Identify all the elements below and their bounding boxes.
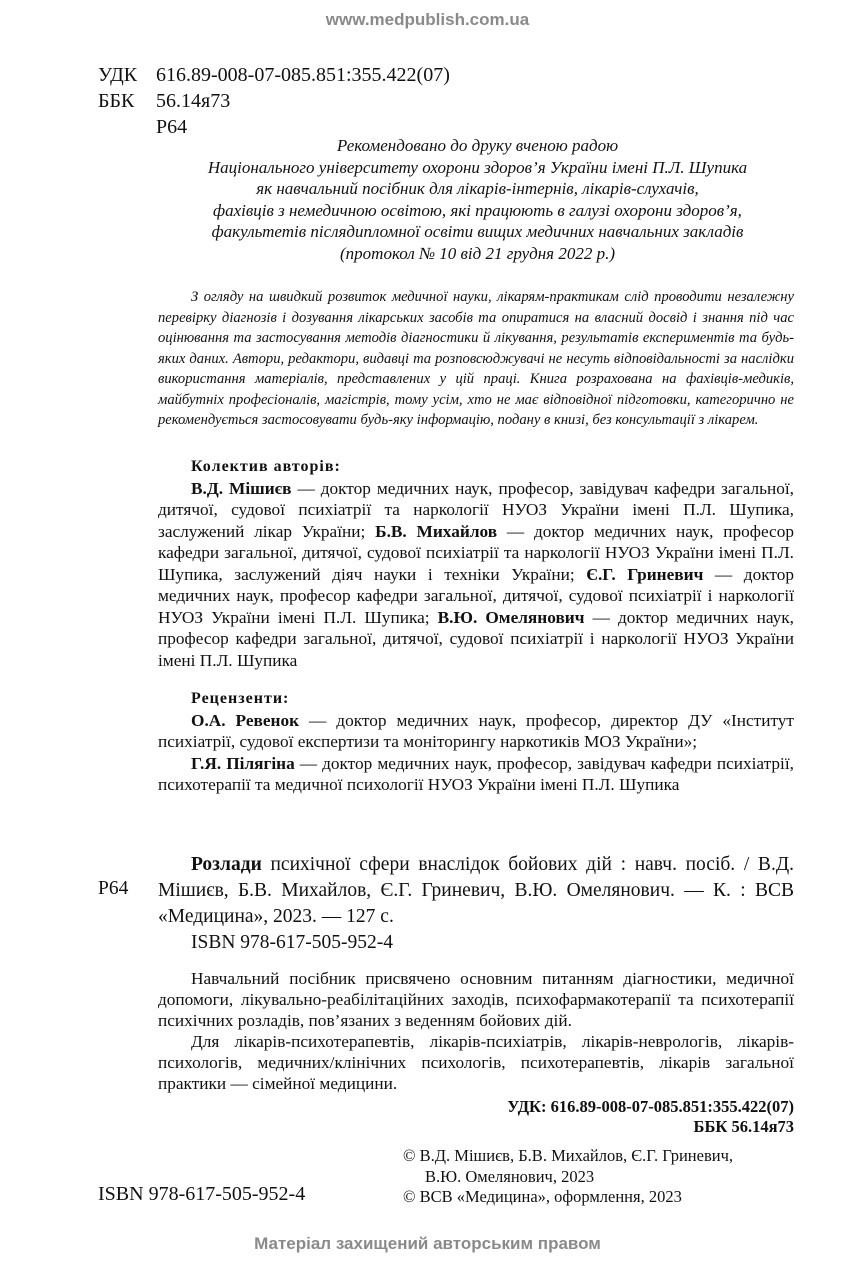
recommendation-line: фахівців з немедичною освітою, які працюють в галузі охорони здоров’я,: [213, 200, 742, 220]
copyright-block: [403, 1146, 795, 1208]
authors-text: [158, 478, 794, 672]
disclaimer: З огляду на швидкий розвиток медичної науки, лікарям-практикам слід проводити незалежну перевірку діагнозів і дозування лікарських засобів та опиратися на власний досвід і знання під час оцінювання та застосування методів діагностики й лікування, результатів експериментів та будь-яких даних. Автори, редактори, видавці та розповсюджувачі не несуть відповідальності за наслідки використання матеріалів, представлених у цій праці. Книга розрахована на фахівців-медиків, майбутніх професіоналів, магістрів, тому усім, хто не має відповідної підготовки, категорично не рекомендується застосовувати будь-яку інформацію, подану в книзі, без консультації з лікарем.: [158, 289, 794, 428]
udk-label: УДК: [98, 64, 138, 86]
reviewers-heading: Рецензенти:: [191, 690, 290, 707]
reviewer-name: О.А. Ревенок: [191, 710, 300, 730]
recommendation-line: факультетів післядипломної освіти вищих медичних навчальних закладів: [211, 222, 744, 241]
reviewer-entry: [158, 753, 794, 796]
watermark-top: www.medpublish.com.ua: [325, 10, 530, 29]
recommendation-line: як навчальний посібник для лікарів-інтернів, лікарів-слухачів,: [256, 179, 699, 198]
bibliographic-description: [158, 852, 794, 956]
author-desc: — доктор медичних наук, професор кафедри загальної, дитячої, судової психіатрії і наркології НУОЗ України імені П.Л. Шупика;: [158, 564, 794, 627]
recommendation-block: [120, 135, 835, 264]
reviewer-desc: — доктор медичних наук, професор, директор ДУ «Інститут психіатрії, судової експертизи та моніторингу наркотиків МОЗ України»;: [158, 710, 794, 751]
reviewer-name: Г.Я. Пілягіна: [191, 753, 295, 773]
watermark-bottom: Матеріал захищений авторським правом: [254, 1234, 601, 1253]
author-name: Є.Г. Гриневич: [586, 564, 704, 584]
author-name: В.Д. Мішиєв: [191, 478, 292, 498]
authors-block: [158, 456, 794, 671]
reviewer-entry: [158, 710, 794, 753]
bbk-label: ББК: [98, 90, 135, 112]
recommendation-line: (протокол № 10 від 21 грудня 2022 р.): [340, 243, 615, 263]
author-mark: Р64: [156, 116, 188, 138]
biblio-isbn: ISBN 978-617-505-952-4: [191, 932, 394, 953]
annotation-para: Навчальний посібник присвячено основним питанням діагностики, медичної допомоги, лікувально-реабілітаційних заходів, психофармакотерапії та психотерапії психічних розладів, пов’язаних з веденням бойових дій.: [158, 969, 794, 1030]
annotation: [158, 968, 794, 1094]
bottom-bbk: ББК 56.14я73: [693, 1117, 794, 1136]
bbk-value: 56.14я73: [156, 90, 231, 112]
author-desc: — доктор медичних наук, професор кафедри загальної, дитячої, судової психіатрії та наркології НУОЗ України імені П.Л. Шупика, заслужений діяч науки і техніки України;: [158, 521, 794, 584]
bottom-codes: [507, 1097, 794, 1137]
copyright-line: © В.Д. Мішиєв, Б.В. Михайлов, Є.Г. Гриневич,: [403, 1146, 733, 1165]
recommendation-line: Рекомендовано до друку вченою радою: [336, 136, 619, 155]
biblio-rest: психічної сфери внаслідок бойових дій : навч. посіб. / В.Д. Мішиєв, Б.В. Михайлов, Є.Г. Гриневич, В.Ю. Омелянович. — К. : ВСВ «Медицина», 2023. — 127 с.: [158, 854, 794, 927]
copyright-line: © ВСВ «Медицина», оформлення, 2023: [403, 1187, 682, 1206]
biblio-author-mark: Р64: [98, 878, 129, 899]
author-desc: — доктор медичних наук, професор, завідувач кафедри загальної, дитячої, судової психіатрії та наркології НУОЗ України імені П.Л. Шупика, заслужений лікар України;: [158, 478, 794, 541]
classification-block: [98, 62, 450, 140]
authors-heading: Колектив авторів:: [191, 458, 341, 475]
reviewer-desc: — доктор медичних наук, професор, завідувач кафедри психіатрії, психотерапії та медичної психології НУОЗ України імені П.Л. Шупика: [158, 753, 794, 794]
recommendation-line: Національного університету охорони здоров’я України імені П.Л. Шупика: [207, 157, 748, 177]
author-desc: — доктор медичних наук, професор кафедри загальної, дитячої, судової психіатрії і наркології НУОЗ України імені П.Л. Шупика: [158, 607, 794, 670]
udk-value: 616.89-008-07-085.851:355.422(07): [156, 64, 450, 86]
author-name: Б.В. Михайлов: [375, 521, 498, 541]
copyright-line: В.Ю. Омелянович, 2023: [425, 1166, 595, 1186]
author-name: В.Ю. Омелянович: [437, 607, 585, 627]
reviewers-block: [158, 688, 794, 796]
biblio-text: [158, 852, 794, 930]
isbn-bottom: ISBN 978-617-505-952-4: [98, 1183, 306, 1205]
biblio-title-bold: Розлади: [191, 854, 262, 875]
bottom-udk: УДК: 616.89-008-07-085.851:355.422(07): [507, 1097, 794, 1116]
annotation-para: Для лікарів-психотерапевтів, лікарів-психіатрів, лікарів-неврологів, лікарів-психологів, медичних/клінічних психологів, психотерапевтів, лікарів загальної практики — сімейної медицини.: [158, 1032, 794, 1093]
